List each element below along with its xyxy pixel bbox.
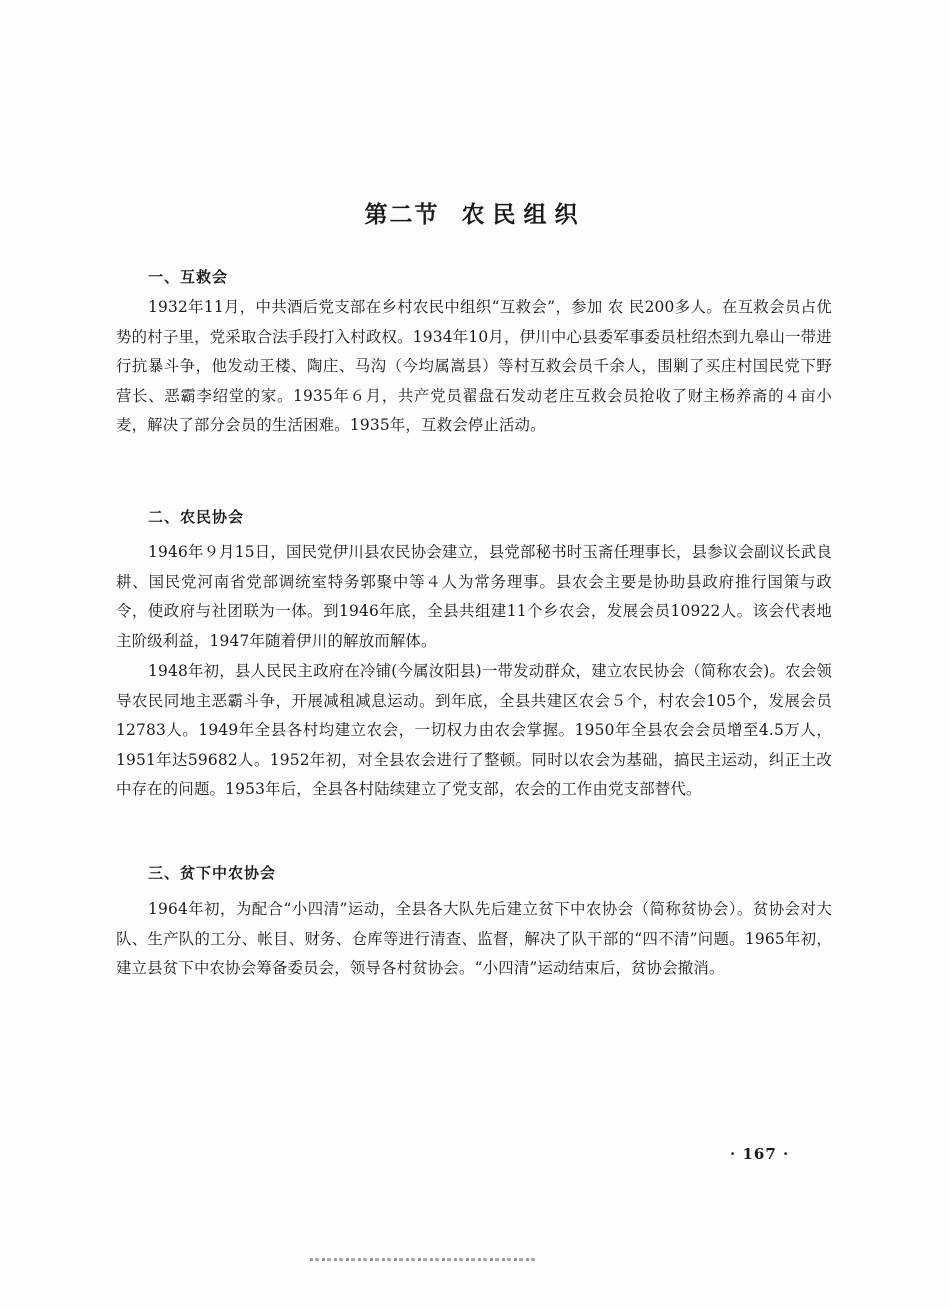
section-heading-poor-peasant-association: 三、贫下中农协会	[148, 864, 277, 882]
chapter-title	[0, 196, 950, 229]
chapter-name: 农民组织	[461, 201, 586, 228]
paragraph: 1932年11月，中共酒后党支部在乡村农民中组织“互救会”，参加 农 民200多人。在互救会员占优势的村子里，党采取合法手段打入村政权。1934年10月，伊川中心县委军事委员杜绍杰到九皋山一带进行抗暴斗争，他发动王楼、陶庄、马沟（今均属嵩县）等村互救会员千余人，围剿了买庄村国民党下野营长、恶霸李绍堂的家。1935年６月，共产党员翟盘石发动老庄互救会员抢收了财主杨养斋的４亩小麦，解决了部分会员的生活困难。1935年，互救会停止活动。	[116, 298, 832, 434]
page-number: · 167 ·	[730, 1145, 790, 1163]
section-label: 第二节	[364, 201, 440, 228]
section-heading-mutual-aid: 一、互救会	[148, 268, 229, 286]
section-heading-peasant-association: 二、农民协会	[148, 508, 245, 526]
paragraph: 1964年初，为配合“小四清”运动，全县各大队先后建立贫下中农协会（简称贫协会）。贫协会对大队、生产队的工分、帐目、财务、仓库等进行清查、监督，解决了队干部的“四不清”问题。1965年初，建立县贫下中农协会筹备委员会，领导各村贫协会。“小四清”运动结束后，贫协会撤消。	[116, 900, 832, 977]
paragraph: 1946年９月15日，国民党伊川县农民协会建立，县党部秘书时玉斋任理事长，县参议会副议长武良耕、国民党河南省党部调统室特务郭聚中等４人为常务理事。县农会主要是协助县政府推行国策与政令，使政府与社团联为一体。到1946年底，全县共组建11个乡农会，发展会员10922人。该会代表地主阶级利益，1947年随着伊川的解放而解体。	[116, 543, 832, 650]
paragraph: 1948年初，县人民民主政府在冷铺(今属汝阳县)一带发动群众，建立农民协会（简称农会)。农会领导农民同地主恶霸斗争，开展减租减息运动。到年底，全县共建区农会５个，村农会105个，发展会员12783人。1949年全县各村均建立农会，一切权力由农会掌握。1950年全县农会会员增至4.5万人，1951年达59682人。1952年初，对全县农会进行了整顿。同时以农会为基础，搞民主运动，纠正土改中存在的问题。1953年后，全县各村陆续建立了党支部，农会的工作由党支部替代。	[116, 662, 832, 798]
scan-artifact	[310, 1258, 535, 1261]
